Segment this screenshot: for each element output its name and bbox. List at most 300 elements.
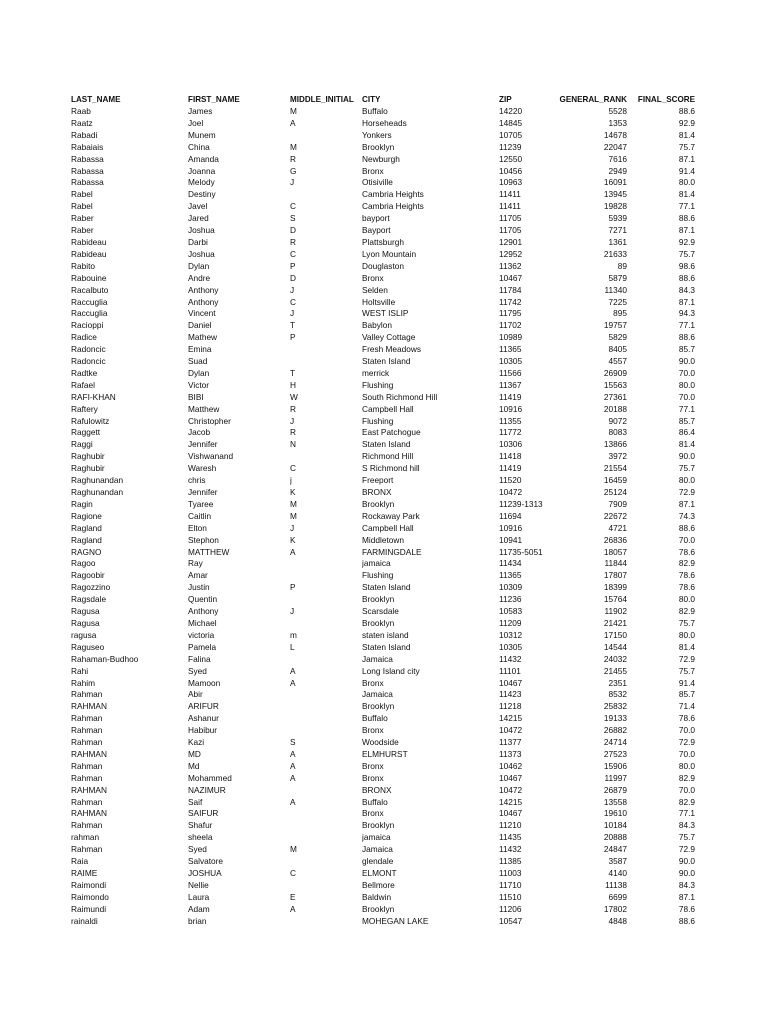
general-rank-cell: 19133 [603,713,627,724]
first-name-cell: Habibur [188,725,218,736]
middle-initial-cell [290,880,362,892]
general-rank-cell: 10184 [603,820,627,831]
middle-initial-cell: A [290,665,296,676]
final-score-cell: 72.9 [678,487,695,497]
general-rank-cell: 16459 [603,475,627,486]
final-score-cell: 78.6 [678,570,695,581]
first-name-cell: Joel [188,117,204,128]
final-score-cell: 86.4 [678,427,695,438]
general-rank-cell: 27523 [603,748,627,759]
final-score-cell: 78.6 [678,546,695,557]
final-score-cell: 82.9 [678,796,695,807]
general-rank-cell: 11902 [604,606,627,617]
zip-cell: 11239-1313 [499,498,543,509]
general-rank-cell: 5879 [608,272,627,283]
general-rank-cell: 18399 [603,582,627,593]
first-name-cell: chris [188,475,206,486]
first-name-cell: Javel [188,201,208,212]
final-score-cell: 80.0 [678,177,695,188]
middle-initial-cell [290,570,362,582]
general-rank-cell: 26836 [603,534,627,545]
middle-initial-cell [290,356,362,368]
table-row [71,594,695,606]
final-score-cell: 70.0 [678,784,695,795]
first-name-cell: Andre [188,272,211,283]
final-score-cell: 75.7 [678,832,695,843]
general-rank-cell: 25124 [603,487,627,497]
table-row [71,701,695,713]
first-name-cell: Saif [188,796,203,807]
middle-initial-cell: E [290,891,296,902]
zip-cell: 10989 [499,332,523,343]
general-rank-cell: 11138 [605,879,627,890]
general-rank-cell: 21421 [603,617,627,628]
middle-initial-cell: J [290,284,295,295]
middle-initial-cell: M [290,498,297,509]
zip-cell: 11566 [499,367,522,378]
middle-initial-cell [290,785,362,797]
city-cell: Bronx [362,677,384,688]
final-score-cell: 94.3 [678,308,695,319]
middle-initial-cell: j [290,475,292,486]
first-name-cell: Salvatore [188,856,224,867]
first-name-cell: Nellie [188,879,209,890]
last-name-cell: Rabouine [71,272,107,283]
middle-initial-cell: J [290,177,295,188]
table-row [71,606,695,618]
last-name-cell: Raguseo [71,641,105,652]
middle-initial-cell: C [290,868,296,878]
middle-initial-cell: D [290,272,296,283]
city-cell: Brooklyn [362,701,395,712]
general-rank-cell: 5939 [608,213,627,224]
middle-initial-cell: C [290,248,296,259]
last-name-cell: Raber [71,213,94,224]
first-name-cell: Michael [188,617,217,628]
table-row [71,868,695,880]
city-cell: WEST ISLIP [362,308,409,319]
city-cell: Woodside [362,737,399,748]
last-name-cell: Ragione [71,510,102,521]
middle-initial-cell [290,701,362,713]
general-rank-cell: 17802 [603,903,627,914]
zip-cell: 10916 [499,522,523,533]
table-row [71,177,695,189]
first-name-cell: Kazi [188,737,205,748]
last-name-cell: Rabel [71,189,93,200]
zip-cell: 11432 [499,844,522,855]
column-header-last-name: LAST_NAME [71,95,121,105]
general-rank-cell: 24032 [603,653,627,664]
table-row [71,558,695,570]
zip-cell: 12952 [499,248,523,259]
middle-initial-cell [290,832,362,844]
column-header-middle-initial: MIDDLE_INITIAL [290,95,354,105]
table-row [71,785,695,797]
middle-initial-cell: P [290,332,296,343]
first-name-cell: China [188,141,210,152]
general-rank-cell: 13945 [603,189,627,200]
city-cell: BRONX [362,784,392,795]
final-score-cell: 90.0 [678,451,695,462]
first-name-cell: Md [188,760,200,771]
final-score-cell: 92.9 [678,236,695,247]
final-score-cell: 70.0 [678,748,695,759]
zip-cell: 11236 [499,594,522,605]
city-cell: Bronx [362,760,384,771]
table-row [71,916,695,928]
column-header-final-score: FINAL_SCORE [637,95,695,105]
first-name-cell: Dylan [188,367,210,378]
final-score-cell: 75.7 [678,248,695,259]
table-row [71,475,695,487]
general-rank-cell: 5528 [608,106,627,116]
table-row [71,154,695,166]
general-rank-cell: 21633 [603,248,627,259]
city-cell: East Patchogue [362,427,421,438]
first-name-cell: Laura [188,891,210,902]
table-row [71,142,695,154]
first-name-cell: Daniel [188,320,212,331]
last-name-cell: Raftery [71,403,98,414]
general-rank-cell: 22047 [603,141,627,152]
last-name-cell: Rahman [71,760,103,771]
middle-initial-cell: R [290,427,296,438]
middle-initial-cell: K [290,487,296,497]
middle-initial-cell [290,916,362,928]
zip-cell: 10705 [499,129,523,140]
zip-cell: 10306 [499,439,523,450]
middle-initial-cell: R [290,403,296,414]
table-row [71,273,695,285]
table-row [71,320,695,332]
final-score-cell: 82.9 [678,772,695,783]
table-row [71,261,695,273]
last-name-cell: Radoncic [71,356,106,367]
city-cell: Bayport [362,225,391,236]
first-name-cell: BIBI [188,391,204,402]
final-score-cell: 77.1 [678,320,695,331]
middle-initial-cell: P [290,582,296,593]
last-name-cell: rainaldi [71,915,98,926]
city-cell: Jamaica [362,689,393,700]
table-row [71,570,695,582]
city-cell: Jamaica [362,653,393,664]
zip-cell: 11710 [499,879,522,890]
middle-initial-cell: L [290,641,295,652]
general-rank-cell: 8083 [608,427,627,438]
last-name-cell: Racalbuto [71,284,109,295]
first-name-cell: Anthony [188,606,219,617]
table-row [71,308,695,320]
city-cell: Rockaway Park [362,510,420,521]
zip-cell: 11435 [499,832,522,843]
last-name-cell: Rahman [71,713,103,724]
table-row [71,487,695,499]
first-name-cell: Mohammed [188,772,232,783]
zip-cell: 11705 [499,213,522,224]
first-name-cell: Falina [188,653,211,664]
table-row [71,689,695,701]
final-score-cell: 85.7 [678,689,695,700]
first-name-cell: Vishwanand [188,451,234,462]
general-rank-cell: 7225 [608,296,627,307]
last-name-cell: Rahim [71,677,95,688]
general-rank-cell: 19610 [603,808,627,819]
zip-cell: 11735-5051 [499,546,543,557]
first-name-cell: victoria [188,629,215,640]
general-rank-cell: 21554 [603,463,627,474]
table-row [71,237,695,249]
final-score-cell: 77.1 [678,808,695,819]
last-name-cell: Raghunandan [71,487,124,497]
middle-initial-cell [290,451,362,463]
general-rank-cell: 15764 [603,594,627,605]
table-row [71,356,695,368]
final-score-cell: 98.6 [678,260,695,271]
general-rank-cell: 7909 [608,498,627,509]
city-cell: Horseheads [362,117,407,128]
general-rank-cell: 26879 [603,784,627,795]
city-cell: Cambria Heights [362,201,424,212]
general-rank-cell: 4140 [608,868,627,878]
last-name-cell: Rabito [71,260,95,271]
city-cell: Cambria Heights [362,189,424,200]
last-name-cell: ragusa [71,629,97,640]
first-name-cell: Caitlin [188,510,212,521]
zip-cell: 11411 [499,201,521,212]
city-cell: S Richmond hill [362,463,420,474]
final-score-cell: 90.0 [678,868,695,878]
table-row [71,535,695,547]
zip-cell: 14845 [499,117,523,128]
last-name-cell: Raatz [71,117,93,128]
final-score-cell: 72.9 [678,844,695,855]
table-row [71,844,695,856]
first-name-cell: Suad [188,356,208,367]
first-name-cell: Anthony [188,296,219,307]
city-cell: Brooklyn [362,903,395,914]
city-cell: Bronx [362,272,384,283]
last-name-cell: Rabaiais [71,141,104,152]
general-rank-cell: 21455 [603,665,627,676]
first-name-cell: Joanna [188,165,216,176]
table-row [71,725,695,737]
last-name-cell: Rahman [71,737,103,748]
last-name-cell: Ragoo [71,558,96,569]
first-name-cell: Joshua [188,248,215,259]
first-name-cell: Jennifer [188,439,218,450]
table-row [71,523,695,535]
last-name-cell: RAFI-KHAN [71,391,116,402]
general-rank-cell: 3972 [608,451,627,462]
zip-cell: 11411 [499,189,521,200]
general-rank-cell: 13866 [603,439,627,450]
general-rank-cell: 20188 [603,403,627,414]
first-name-cell: brian [188,915,207,926]
table-row [71,427,695,439]
final-score-cell: 72.9 [678,653,695,664]
first-name-cell: Vincent [188,308,216,319]
city-cell: Brooklyn [362,498,395,509]
table-row [71,451,695,463]
final-score-cell: 91.4 [678,165,695,176]
final-score-cell: 82.9 [678,558,695,569]
middle-initial-cell: J [290,415,295,426]
zip-cell: 11385 [499,856,522,867]
final-score-cell: 88.6 [678,272,695,283]
general-rank-cell: 19828 [603,201,627,212]
city-cell: jamaica [362,558,391,569]
table-row [71,439,695,451]
first-name-cell: Darbi [188,236,208,247]
middle-initial-cell: K [290,534,296,545]
table-row [71,297,695,309]
general-rank-cell: 2351 [608,677,627,688]
city-cell: staten island [362,629,409,640]
middle-initial-cell: T [290,367,296,378]
middle-initial-cell: m [290,629,297,640]
last-name-cell: Rafulowitz [71,415,110,426]
general-rank-cell: 5829 [608,332,627,343]
zip-cell: 11365 [499,570,522,581]
final-score-cell: 84.3 [678,879,695,890]
city-cell: Long Island city [362,665,420,676]
general-rank-cell: 15563 [603,379,627,390]
city-cell: Bronx [362,725,384,736]
table-row [71,285,695,297]
general-rank-cell: 6699 [608,891,627,902]
first-name-cell: Shafur [188,820,213,831]
final-score-cell: 74.3 [678,510,695,521]
final-score-cell: 87.1 [678,153,695,164]
last-name-cell: Ragsdale [71,594,107,605]
city-cell: FARMINGDALE [362,546,422,557]
final-score-cell: 75.7 [678,141,695,152]
zip-cell: 11705 [499,225,522,236]
middle-initial-cell [290,594,362,606]
zip-cell: 11373 [499,748,522,759]
middle-initial-cell [290,654,362,666]
table-row [71,392,695,404]
table-row [71,106,695,118]
first-name-cell: Stephon [188,534,219,545]
column-header-first-name: FIRST_NAME [188,95,240,105]
general-rank-cell: 1353 [608,117,627,128]
general-rank-cell: 9072 [608,415,627,426]
middle-initial-cell: A [290,903,296,914]
zip-cell: 10472 [499,725,523,736]
zip-cell: 11362 [499,260,522,271]
middle-initial-cell: C [290,296,296,307]
final-score-cell: 87.1 [678,891,695,902]
first-name-cell: Anthony [188,284,219,295]
first-name-cell: Victor [188,379,210,390]
first-name-cell: Abir [188,689,203,700]
city-cell: South Richmond Hill [362,391,438,402]
final-score-cell: 70.0 [678,367,695,378]
middle-initial-cell: S [290,213,296,224]
first-name-cell: JOSHUA [188,868,222,878]
general-rank-cell: 7616 [608,153,627,164]
city-cell: Plattsburgh [362,236,404,247]
general-rank-cell: 18057 [603,546,627,557]
zip-cell: 10472 [499,784,523,795]
zip-cell: 11795 [499,308,522,319]
table-row [71,130,695,142]
city-cell: MOHEGAN LAKE [362,915,429,926]
general-rank-cell: 11997 [604,772,627,783]
first-name-cell: Tyaree [188,498,214,509]
final-score-cell: 88.6 [678,106,695,116]
last-name-cell: Raab [71,106,91,116]
middle-initial-cell [290,344,362,356]
city-cell: Staten Island [362,439,411,450]
last-name-cell: RAHMAN [71,808,107,819]
general-rank-cell: 2949 [608,165,627,176]
last-name-cell: Rahi [71,665,89,676]
city-cell: Newburgh [362,153,400,164]
final-score-cell: 88.6 [678,915,695,926]
middle-initial-cell: J [290,606,295,617]
middle-initial-cell: A [290,772,296,783]
final-score-cell: 80.0 [678,594,695,605]
last-name-cell: RAHMAN [71,748,107,759]
middle-initial-cell [290,713,362,725]
final-score-cell: 87.1 [678,225,695,236]
column-header-zip: ZIP [499,95,512,105]
final-score-cell: 75.7 [678,617,695,628]
table-row [71,892,695,904]
table-row [71,797,695,809]
table-row [71,642,695,654]
table-row [71,189,695,201]
last-name-cell: Rahman [71,689,103,700]
first-name-cell: Destiny [188,189,216,200]
general-rank-cell: 14678 [603,129,627,140]
middle-initial-cell [290,189,362,201]
final-score-cell: 80.0 [678,760,695,771]
table-row [71,416,695,428]
zip-cell: 11209 [499,617,522,628]
zip-cell: 10309 [499,582,523,593]
zip-cell: 10305 [499,641,523,652]
table-row [71,737,695,749]
city-cell: Scarsdale [362,606,399,617]
final-score-cell: 81.4 [678,439,695,450]
middle-initial-cell: M [290,141,297,152]
last-name-cell: RAIME [71,868,98,878]
general-rank-cell: 17807 [603,570,627,581]
first-name-cell: Adam [188,903,210,914]
city-cell: merrick [362,367,390,378]
table-row [71,820,695,832]
zip-cell: 10963 [499,177,523,188]
city-cell: Flushing [362,379,394,390]
general-rank-cell: 27361 [603,391,627,402]
city-cell: Richmond Hill [362,451,414,462]
last-name-cell: Rahaman-Budhoo [71,653,139,664]
final-score-cell: 81.4 [678,641,695,652]
zip-cell: 11423 [499,689,522,700]
table-row [71,713,695,725]
city-cell: Jamaica [362,844,393,855]
final-score-cell: 92.9 [678,117,695,128]
city-cell: Campbell Hall [362,403,414,414]
last-name-cell: rahman [71,832,100,843]
final-score-cell: 77.1 [678,201,695,212]
city-cell: BRONX [362,487,392,497]
